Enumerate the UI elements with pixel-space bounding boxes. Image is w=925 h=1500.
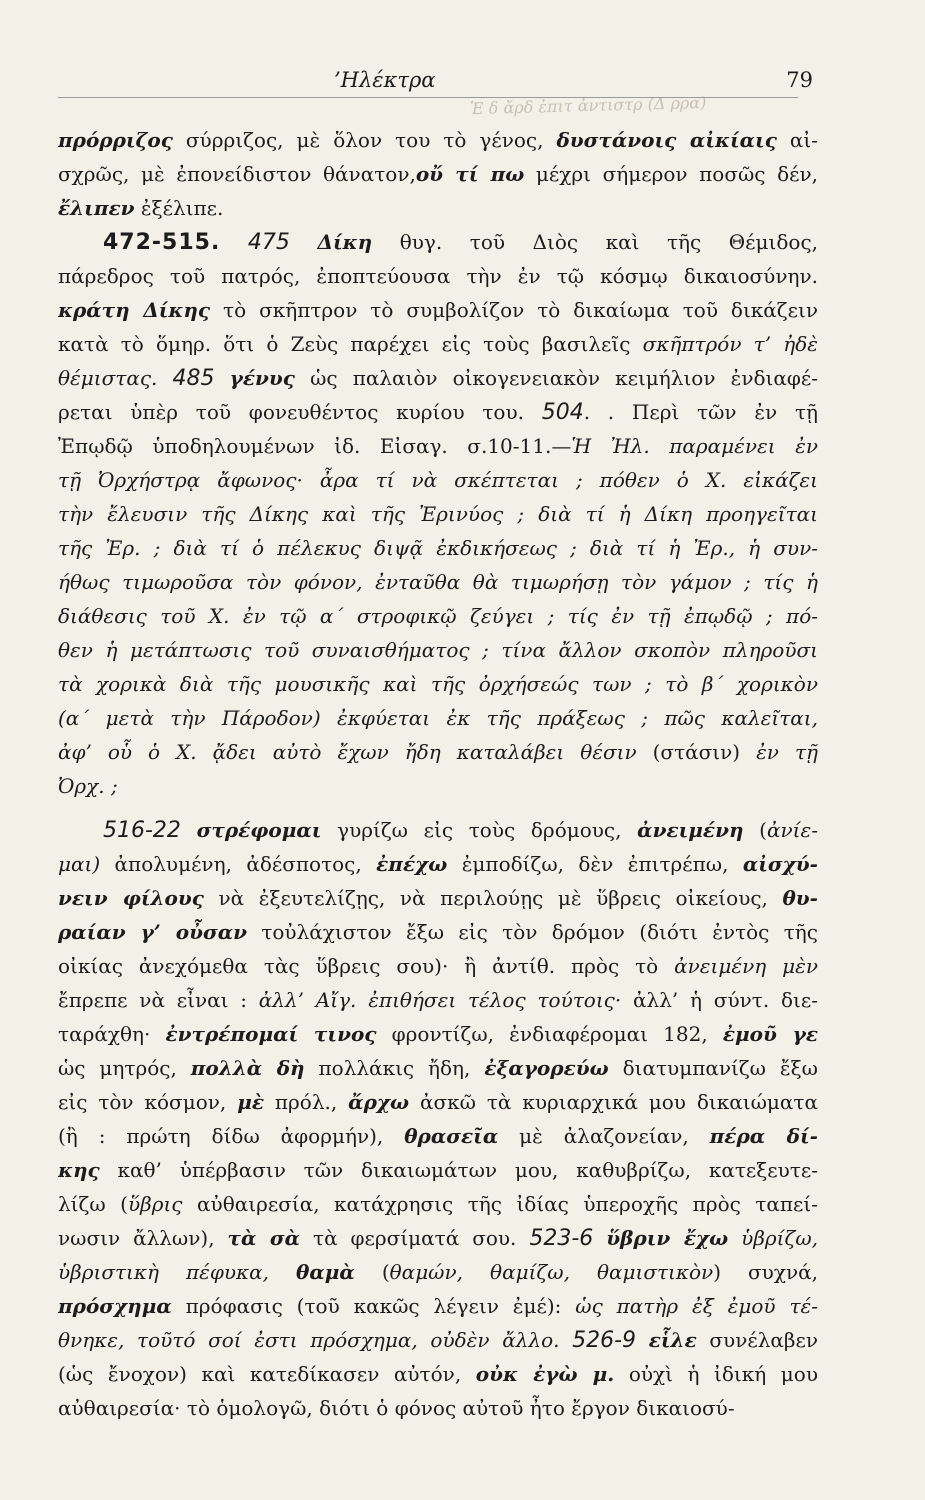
- text-segment: (α΄ μετὰ τὴν Πάροδον) ἐκφύεται ἐκ τῆς πράξεως ; πῶς καλεῖται,: [58, 706, 818, 730]
- text-segment: [728, 1226, 741, 1250]
- text-segment: ἐν τῇ: [756, 740, 818, 764]
- text-segment: αὐθαιρεσία, κατάχρησις τῆς ἰδίας ὑπεροχῆς πρὸς ταπεί-: [182, 1192, 818, 1216]
- text-segment: θυ-: [782, 886, 818, 910]
- text-segment: θαμὰ: [296, 1260, 355, 1284]
- text-line: [58, 633, 818, 667]
- text-segment: [269, 1260, 296, 1284]
- text-segment: πέρα δί-: [709, 1124, 818, 1148]
- running-title: ’Ηλέκτρα: [334, 68, 436, 92]
- text-segment: τῇ Ὀρχήστρᾳ ἄφωνος· ἆρα τί νὰ σκέπτεται ; πόθεν ὁ Χ. εἰκάζει: [58, 468, 818, 492]
- text-segment: αὐθαιρεσία· τὸ ὁμολογῶ, διότι ὁ φόνος αὐτοῦ ἦτο ἔργον δικαιοσύ-: [58, 1396, 735, 1420]
- text-segment: ἔλιπεν: [58, 196, 135, 220]
- text-segment: ἀνειμένη: [637, 818, 744, 842]
- text-segment: μέχρι σήμερον ποσῶς δέν,: [524, 162, 818, 186]
- text-segment: ἔπρεπε νὰ εἶναι :: [58, 988, 259, 1012]
- text-line: [58, 531, 818, 565]
- text-line: [58, 157, 818, 191]
- text-segment: [593, 1226, 606, 1250]
- text-segment: φροντίζω, ἐνδιαφέρομαι 182,: [376, 1022, 723, 1046]
- text-segment: (ἢ : πρώτη δίδω ἀφορμήν),: [58, 1124, 405, 1148]
- text-segment: μὲ ἀλαζονείαν,: [498, 1124, 710, 1148]
- text-line: [58, 1289, 818, 1323]
- text-segment: στρέφομαι: [196, 818, 322, 842]
- text-line: [58, 1187, 818, 1221]
- text-line: [58, 395, 818, 429]
- text-segment: αἰσχύ-: [742, 852, 818, 876]
- text-segment: [290, 230, 318, 254]
- header-rule: [58, 97, 798, 98]
- text-line: [58, 327, 818, 361]
- text-segment: λίζω (: [58, 1192, 128, 1216]
- text-segment: 472-515.: [103, 230, 221, 255]
- text-segment: Ἐπῳδῷ ὑποδηλουμένων ἰδ. Εἰσαγ. σ.10-11.—: [58, 434, 572, 458]
- text-segment: εἰς τὸν κόσμον,: [58, 1090, 238, 1114]
- text-segment: πρόφασις (τοῦ κακῶς λέγειν ἐμέ):: [171, 1294, 576, 1318]
- text-segment: ἀπολυμένη, ἀδέσποτος,: [100, 852, 377, 876]
- text-segment: ὡς πατὴρ ἐξ ἐμοῦ τέ-: [575, 1294, 818, 1318]
- text-segment: θεν ἡ μετάπτωσις τοῦ συναισθήματος ; τίνα ἄλλον σκοπὸν πληροῦσι: [58, 638, 818, 662]
- text-segment: θυγ. τοῦ Διὸς καὶ τῆς Θέμιδος,: [372, 230, 818, 254]
- commentary-text: [58, 123, 818, 1425]
- text-segment: ἀλλ’ Αἴγ. ἐπιθήσει τέλος τούτοις·: [258, 988, 622, 1012]
- text-segment: γυρίζω εἰς τοὺς δρόμους,: [321, 818, 638, 842]
- text-line: [58, 1221, 818, 1255]
- text-line: [58, 701, 818, 735]
- text-segment: σκῆπτρόν τ’ ἠδὲ: [642, 332, 818, 356]
- text-segment: θρασεῖα: [404, 1124, 499, 1148]
- text-segment: οἰκίας ἀνεχόμεθα τὰς ὕβρεις σου)· ἢ ἀντίθ. πρὸς τὸ: [58, 954, 675, 978]
- text-segment: ἀφ’ οὗ ὁ Χ. ᾄδει αὐτὸ ἔχων ἤδη καταλάβει θέσιν: [58, 740, 637, 764]
- text-line: [58, 735, 818, 769]
- text-line: [58, 429, 818, 463]
- text-segment: διάθεσις τοῦ Χ. ἐν τῷ α΄ στροφικῷ ζεύγει ; τίς ἐν τῇ ἐπῳδῷ ; πό-: [58, 604, 818, 628]
- text-segment: τὰ σὰ: [227, 1226, 301, 1250]
- text-line: [58, 565, 818, 599]
- text-segment: τὴν ἔλευσιν τῆς Δίκης καὶ τῆς Ἐρινύος ; διὰ τί ἡ Δίκη προηγεῖται: [58, 502, 818, 526]
- text-segment: δυστάνοις αἰκίαις: [556, 128, 777, 152]
- text-segment: κράτη Δίκης: [58, 298, 211, 322]
- text-line: [58, 1119, 818, 1153]
- text-segment: (στάσιν): [636, 740, 757, 764]
- text-line: [58, 881, 818, 915]
- text-segment: 526-9: [572, 1328, 637, 1353]
- text-segment: πρόλ.,: [263, 1090, 349, 1114]
- page-header: [0, 68, 925, 119]
- text-segment: μαι): [58, 852, 101, 876]
- text-segment: . . Περὶ τῶν ἐν τῇ: [583, 400, 818, 424]
- text-segment: πολλάκις ἤδη,: [304, 1056, 485, 1080]
- text-line: [58, 949, 818, 983]
- text-segment: ὕβριν ἔχω: [606, 1226, 729, 1250]
- text-segment: (: [354, 1260, 390, 1284]
- text-segment: θαμών, θαμίζω, θαμιστικὸν: [389, 1260, 714, 1284]
- text-segment: ἐμοῦ γε: [722, 1022, 818, 1046]
- text-line: [58, 1153, 818, 1187]
- page-number: 79: [786, 68, 813, 92]
- text-segment: ρεται ὑπὲρ τοῦ φονευθέντος κυρίου του.: [58, 400, 542, 424]
- text-segment: 475: [247, 230, 290, 255]
- text-segment: ὑβριστικὴ πέφυκα,: [58, 1260, 270, 1284]
- text-segment: πρόσχημα: [58, 1294, 172, 1318]
- text-segment: [220, 230, 248, 254]
- text-segment: [636, 1328, 649, 1352]
- text-segment: (ὡς ἔνοχον) καὶ κατεδίκασεν αὐτόν,: [58, 1362, 476, 1386]
- text-line: [58, 191, 818, 225]
- text-segment: τὰ χορικὰ διὰ τῆς μουσικῆς καὶ τῆς ὀρχήσεώς των ; τὸ β΄ χορικὸν: [58, 672, 818, 696]
- text-segment: νωσιν ἄλλων),: [58, 1226, 228, 1250]
- text-line: [58, 259, 818, 293]
- text-segment: τὰ φερσίματά σου.: [300, 1226, 530, 1250]
- text-segment: [181, 818, 197, 842]
- text-segment: πάρεδρος τοῦ πατρός, ἐποπτεύουσα τὴν ἐν τῷ κόσμῳ δικαιοσύνην.: [58, 264, 818, 288]
- text-line: [58, 1255, 818, 1289]
- text-segment: (: [743, 818, 767, 842]
- text-segment: ) συχνά,: [713, 1260, 818, 1284]
- text-line: [58, 983, 818, 1017]
- text-segment: ὡς μητρός,: [58, 1056, 191, 1080]
- text-segment: καθ’ ὑπέρβασιν τῶν δικαιωμάτων μου, καθυβρίζω, κατεξευτε-: [99, 1158, 818, 1182]
- text-segment: ήθως τιμωροῦσα τὸν φόνον, ἐνταῦθα θὰ τιμωρήσῃ τὸν γάμον ; τίς ἡ: [58, 570, 818, 594]
- text-segment: Ὀρχ. ;: [58, 774, 118, 798]
- text-segment: σχρῶς, μὲ ἐπονείδιστον θάνατον,: [58, 162, 416, 186]
- text-line: [58, 1357, 818, 1391]
- text-segment: ἐξαγορεύω: [484, 1056, 609, 1080]
- text-segment: ἄρχω: [348, 1090, 410, 1114]
- text-line: [58, 1323, 818, 1357]
- text-line: [58, 599, 818, 633]
- text-segment: [215, 366, 230, 390]
- text-segment: κατὰ τὸ ὅμηρ. ὅτι ὁ Ζεὺς παρέχει εἰς τοὺς βασιλεῖς: [58, 332, 643, 356]
- text-line: [58, 813, 818, 847]
- text-segment: 504: [541, 400, 584, 425]
- text-segment: Δίκη: [317, 230, 373, 254]
- text-segment: γένυς: [229, 366, 295, 390]
- text-segment: οὔ τί πω: [415, 162, 525, 186]
- text-segment: ἐμποδίζω, δὲν ἐπιτρέπω,: [447, 852, 743, 876]
- text-line: [58, 1017, 818, 1051]
- text-segment: ραίαν γ’ οὖσαν: [58, 920, 247, 944]
- text-segment: θνηκε, τοῦτό σοί ἐστι πρόσχημα, οὐδὲν ἄλλο.: [58, 1328, 560, 1352]
- text-segment: τοὐλάχιστον ἔξω εἰς τὸν δρόμον (διότι ἐντὸς τῆς: [246, 920, 818, 944]
- text-segment: θέμιστας.: [58, 366, 158, 390]
- text-segment: πολλὰ δὴ: [190, 1056, 305, 1080]
- text-line: [58, 1051, 818, 1085]
- text-segment: εἷλε: [648, 1328, 697, 1352]
- pencil-annotation: Ἐ δ ἄρδ ἐπιτ ἀντιστρ (Δ ρρα): [469, 92, 707, 119]
- text-line: [58, 463, 818, 497]
- text-segment: [559, 1328, 572, 1352]
- text-line: [58, 123, 818, 157]
- text-line: [58, 293, 818, 327]
- text-segment: τὸ σκῆπτρον τὸ συμβολίζον τὸ δικαίωμα τοῦ δικάζειν: [210, 298, 818, 322]
- text-line: [58, 667, 818, 701]
- text-line: [58, 225, 818, 259]
- text-segment: [157, 366, 172, 390]
- text-line: [58, 1391, 818, 1425]
- text-segment: ἀσκῶ τὰ κυριαρχικά μου δικαιώματα: [409, 1090, 818, 1114]
- text-segment: πρόρριζος: [58, 128, 173, 152]
- text-segment: 516-22: [103, 818, 181, 843]
- text-segment: κης: [58, 1158, 100, 1182]
- text-segment: νὰ ἐξευτελίζῃς, νὰ περιλούῃς μὲ ὕβρεις οἰκείους,: [203, 886, 783, 910]
- text-segment: ταράχθη·: [58, 1022, 166, 1046]
- text-segment: ἀνειμένη μὲν: [674, 954, 818, 978]
- text-segment: ἐπέχω: [376, 852, 448, 876]
- text-line: [58, 497, 818, 531]
- text-segment: Ἡ Ἠλ. παραμένει ἐν: [571, 434, 818, 458]
- text-segment: ἀνίε-: [766, 818, 818, 842]
- text-segment: μὲ: [237, 1090, 264, 1114]
- text-segment: 485: [172, 366, 215, 391]
- text-segment: νειν φίλους: [58, 886, 204, 910]
- text-segment: 523-6: [529, 1226, 594, 1251]
- text-segment: ἐξέλιπε.: [134, 196, 224, 220]
- text-segment: ὕβρις: [127, 1192, 183, 1216]
- text-segment: ὡς παλαιὸν οἰκογενειακὸν κειμήλιον ἐνδιαφέ-: [294, 366, 818, 390]
- text-line: [58, 769, 818, 803]
- text-segment: αἰ-: [776, 128, 818, 152]
- text-line: [58, 915, 818, 949]
- text-segment: ἐντρέπομαί τινος: [165, 1022, 377, 1046]
- text-line: [58, 847, 818, 881]
- text-line: [58, 361, 818, 395]
- text-segment: τῆς Ἐρ. ; διὰ τί ὁ πέλεκυς διψᾷ ἐκδικήσεως ; διὰ τί ἡ Ἐρ., ἡ συν-: [58, 536, 818, 560]
- text-segment: συνέλαβεν: [696, 1328, 818, 1352]
- text-segment: ὑβρίζω,: [741, 1226, 818, 1250]
- text-segment: διατυμπανίζω ἔξω: [608, 1056, 818, 1080]
- text-line: [58, 1085, 818, 1119]
- text-segment: οὐκ ἐγὼ μ.: [475, 1362, 615, 1386]
- text-segment: ἀλλ’ ἡ σύντ. διε-: [621, 988, 818, 1012]
- text-segment: οὐχὶ ἡ ἰδική μου: [614, 1362, 818, 1386]
- text-segment: σύρριζος, μὲ ὅλον του τὸ γένος,: [172, 128, 557, 152]
